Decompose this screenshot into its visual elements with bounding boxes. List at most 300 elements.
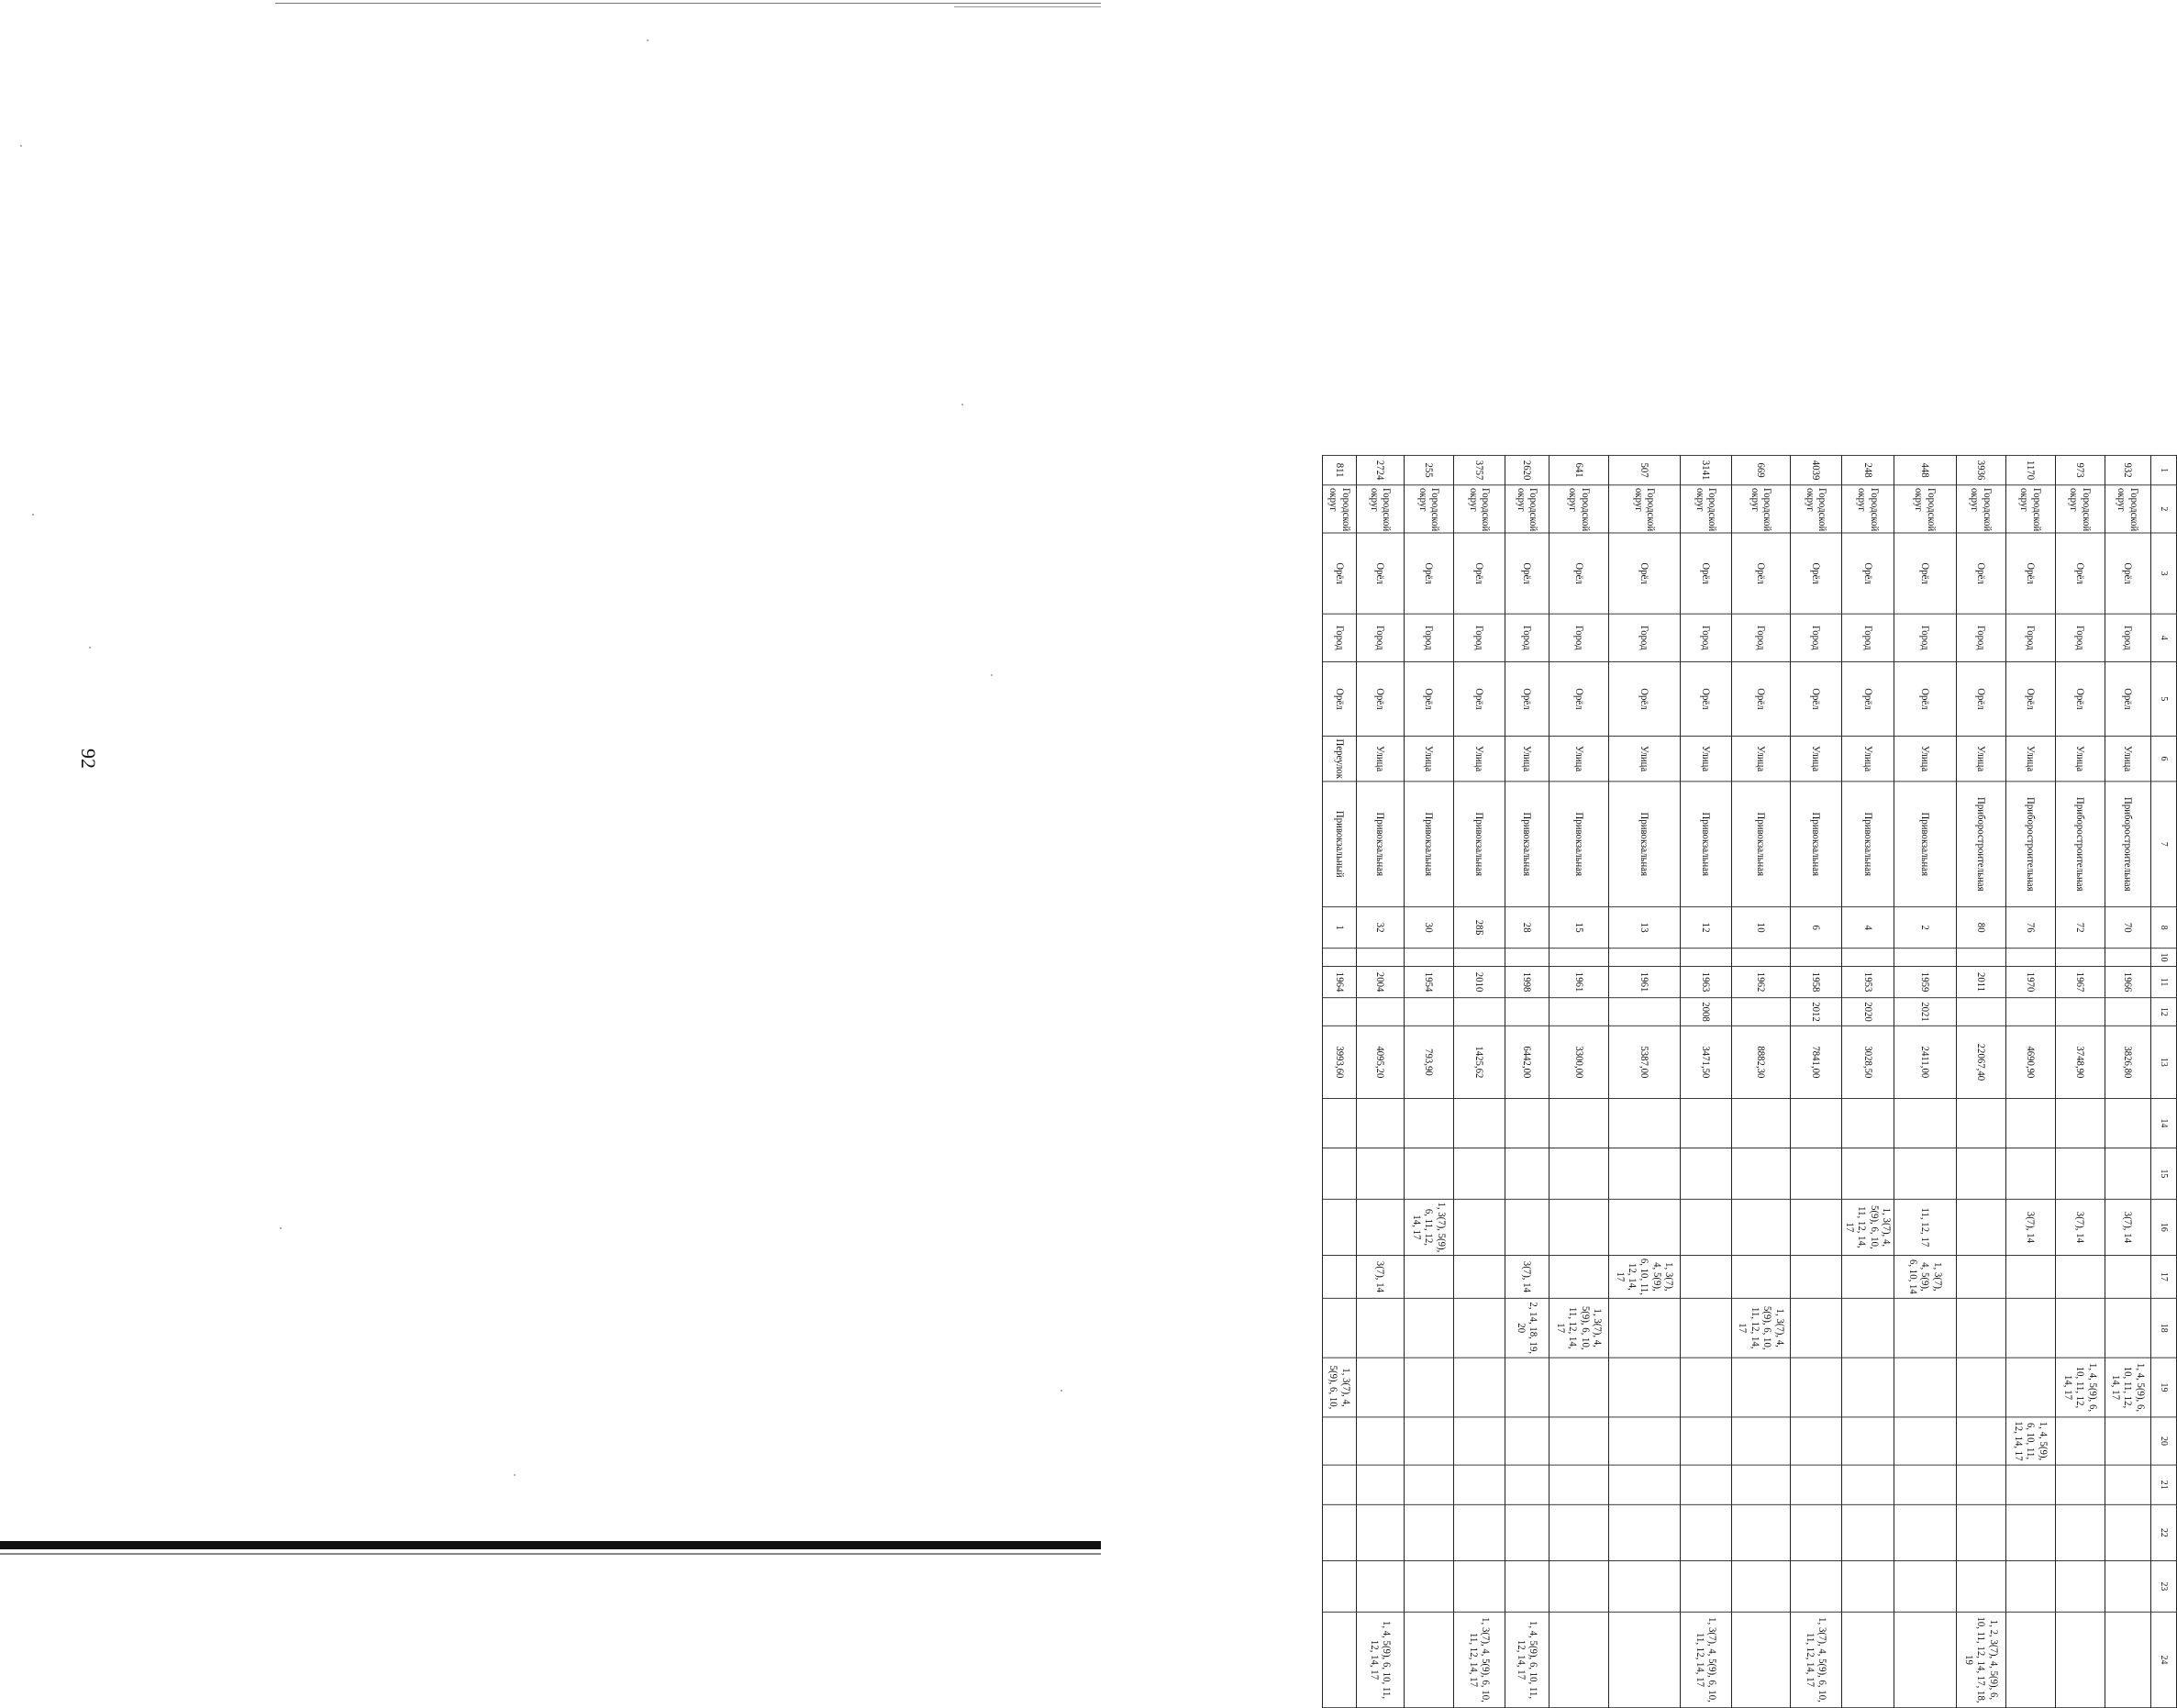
table-cell [2056, 1148, 2105, 1200]
table-cell [1842, 1465, 1894, 1504]
table-cell: Городской округ [1894, 485, 1957, 533]
table-cell [1957, 1199, 2006, 1255]
table-cell: Городской округ [1323, 485, 1357, 533]
table-cell [1791, 1298, 1842, 1358]
table-cell: Привокзальная [1681, 782, 1732, 907]
table-cell [1894, 1561, 1957, 1613]
table-cell: 8882,30 [1732, 1026, 1791, 1098]
table-cell: 70 [2105, 907, 2151, 948]
table-cell [1791, 1465, 1842, 1504]
table-cell: Орёл [1505, 533, 1549, 614]
table-cell: Город [1791, 614, 1842, 661]
table-cell [2105, 1465, 2151, 1504]
table-cell [1791, 1358, 1842, 1417]
table-cell: Улица [1842, 736, 1894, 782]
scan-speck [1061, 1390, 1062, 1392]
table-cell: 6 [1791, 907, 1842, 948]
table-row [2006, 455, 2056, 1707]
table-cell [2105, 1561, 2151, 1613]
table-cell [1505, 998, 1549, 1026]
table-cell: 3471,50 [1681, 1026, 1732, 1098]
table-cell [1505, 1358, 1549, 1417]
table-cell [1732, 1504, 1791, 1560]
table-cell: Орёл [1357, 661, 1405, 736]
column-number: 20 [2151, 1417, 2177, 1465]
table-cell: Городской округ [2056, 485, 2105, 533]
table-cell: Привокзальная [1842, 782, 1894, 907]
table-cell [1609, 1465, 1681, 1504]
table-cell: 1966 [2105, 967, 2151, 998]
table-cell [1732, 1256, 1791, 1299]
table-cell [1732, 1148, 1791, 1200]
table-cell: 1, 3(7), 4, 5(9), 6, 10, 11, 12, 14, 17 [1549, 1298, 1609, 1358]
table-cell: Улица [1732, 736, 1791, 782]
table-cell [1357, 1148, 1405, 1200]
column-number: 15 [2151, 1148, 2177, 1200]
table-cell [2105, 1298, 2151, 1358]
table-cell: 2021 [1894, 998, 1957, 1026]
table-cell: Орёл [1549, 661, 1609, 736]
table-cell [1357, 1417, 1405, 1465]
table-cell: Городской округ [1405, 485, 1454, 533]
table-cell [1791, 1417, 1842, 1465]
table-row [1957, 455, 2006, 1707]
table-cell: Улица [1505, 736, 1549, 782]
table-cell: 11, 12, 17 [1894, 1199, 1957, 1255]
table-cell [2056, 998, 2105, 1026]
table-cell: Орёл [1323, 533, 1357, 614]
table-cell [1842, 1612, 1894, 1707]
table-cell [1957, 1298, 2006, 1358]
column-number: 10 [2151, 948, 2177, 967]
table-cell: Приборостроительная [2105, 782, 2151, 907]
table-cell: 12 [1681, 907, 1732, 948]
table-cell: 1958 [1791, 967, 1842, 998]
column-number: 1 [2151, 455, 2177, 484]
table-cell [1505, 1561, 1549, 1613]
table-cell: Орёл [2056, 661, 2105, 736]
table-cell: Орёл [1454, 533, 1505, 614]
table-cell [1894, 1465, 1957, 1504]
table-cell: 1961 [1549, 967, 1609, 998]
table-cell [1957, 1504, 2006, 1560]
table-cell: Городской округ [1681, 485, 1732, 533]
table-cell: Улица [2056, 736, 2105, 782]
table-cell: Привокзальная [1732, 782, 1791, 907]
table-cell [1405, 1148, 1454, 1200]
table-cell: 1, 4, 5(9), 6, 10, 11, 12, 14, 17 [2056, 1358, 2105, 1417]
scan-speck [280, 1227, 282, 1229]
table-cell: Переулок [1323, 736, 1357, 782]
table-cell: 3141 [1681, 455, 1732, 484]
table-cell [1609, 1199, 1681, 1255]
table-cell: Орёл [1405, 661, 1454, 736]
table-cell [1894, 1099, 1957, 1148]
table-cell: Орёл [1894, 533, 1957, 614]
table-cell [1842, 1298, 1894, 1358]
table-cell [1791, 1256, 1842, 1299]
table-cell [1681, 1504, 1732, 1560]
table-cell: Городской округ [1549, 485, 1609, 533]
column-number-row [2151, 455, 2177, 1707]
table-cell [1405, 1358, 1454, 1417]
table-cell: 3(7), 14 [2056, 1199, 2105, 1255]
table-cell [2105, 1099, 2151, 1148]
table-cell: 1970 [2006, 967, 2056, 998]
table-cell: Орёл [1505, 661, 1549, 736]
table-cell [1894, 1504, 1957, 1560]
table-cell [1609, 1561, 1681, 1613]
table-cell [1549, 1256, 1609, 1299]
table-cell: 1959 [1894, 967, 1957, 998]
table-cell [1549, 1148, 1609, 1200]
table-cell: 2010 [1454, 967, 1505, 998]
table-cell [1957, 1148, 2006, 1200]
table-cell [1732, 1417, 1791, 1465]
table-cell: 1, 3(7), 4, 5(9), 6, 10, 11, 12, 14, 17 [1681, 1612, 1732, 1707]
table-cell [1357, 1465, 1405, 1504]
table-cell: Орёл [1681, 533, 1732, 614]
table-cell [1549, 1465, 1609, 1504]
table-cell [1957, 1256, 2006, 1299]
column-number: 19 [2151, 1358, 2177, 1417]
table-cell: 1998 [1505, 967, 1549, 998]
table-cell [1505, 1504, 1549, 1560]
table-cell: 30 [1405, 907, 1454, 948]
table-cell [1842, 1099, 1894, 1148]
table-cell: Городской округ [1505, 485, 1549, 533]
table-cell [1681, 1256, 1732, 1299]
table-cell [1549, 1504, 1609, 1560]
table-cell: 1 [1323, 907, 1357, 948]
table-cell [1609, 1298, 1681, 1358]
table-cell: Орёл [1791, 533, 1842, 614]
table-cell [1357, 1504, 1405, 1560]
table-cell [1405, 1417, 1454, 1465]
table-cell [1957, 1561, 2006, 1613]
table-cell: Привокзальная [1505, 782, 1549, 907]
table-cell [1681, 1298, 1732, 1358]
table-cell: Улица [1681, 736, 1732, 782]
table-cell [2056, 1561, 2105, 1613]
table-cell [1505, 948, 1549, 967]
table-cell: 2020 [1842, 998, 1894, 1026]
table-cell: 13 [1609, 907, 1681, 948]
column-number: 22 [2151, 1504, 2177, 1560]
table-cell [1357, 1199, 1405, 1255]
table-cell: 3936 [1957, 455, 2006, 484]
scan-speck [514, 1474, 516, 1476]
table-cell: 1170 [2006, 455, 2056, 484]
table-cell: 3(7), 14 [2105, 1199, 2151, 1255]
table-cell [1323, 1298, 1357, 1358]
table-cell [1357, 1099, 1405, 1148]
scan-speck [961, 404, 963, 405]
scan-speck [991, 674, 993, 676]
table-cell: 811 [1323, 455, 1357, 484]
table-cell: 1953 [1842, 967, 1894, 998]
table-cell: 1, 4, 5(9), 6, 10, 11, 12, 14, 17 [1505, 1612, 1549, 1707]
table-cell: Улица [1357, 736, 1405, 782]
table-body [1323, 455, 2177, 1707]
table-cell [2006, 1504, 2056, 1560]
table-cell: Улица [1957, 736, 2006, 782]
table-cell [2056, 1256, 2105, 1299]
table-cell: Орёл [2105, 661, 2151, 736]
table-cell [1405, 1612, 1454, 1707]
column-number: 5 [2151, 661, 2177, 736]
table-cell [1549, 1099, 1609, 1148]
table-cell: 3993,60 [1323, 1026, 1357, 1098]
table-cell [1681, 948, 1732, 967]
table-cell: Улица [1549, 736, 1609, 782]
table-row [1405, 455, 1454, 1707]
table-cell: Орёл [1609, 661, 1681, 736]
table-cell [1609, 1358, 1681, 1417]
table-cell [1791, 1199, 1842, 1255]
table-cell: Город [2006, 614, 2056, 661]
table-cell: 1962 [1732, 967, 1791, 998]
table-cell [1505, 1417, 1549, 1465]
table-cell: 1, 4, 5(9), 6, 10, 11, 12, 14, 17 [1357, 1612, 1405, 1707]
table-cell: 1954 [1405, 967, 1454, 998]
table-cell: 669 [1732, 455, 1791, 484]
table-cell: 3(7), 14 [2006, 1199, 2056, 1255]
page-number: 92 [77, 749, 100, 769]
table-row [1549, 455, 1609, 1707]
table-cell: 2411,00 [1894, 1026, 1957, 1098]
table-cell [1323, 998, 1357, 1026]
bottom-scan-bar [0, 1541, 1101, 1549]
table-cell: 76 [2006, 907, 2056, 948]
table-cell: 1, 3(7), 4, 5(9), 6, 10, [1323, 1358, 1357, 1417]
table-cell [2006, 1465, 2056, 1504]
table-cell: Город [1732, 614, 1791, 661]
table-cell [2056, 948, 2105, 967]
table-cell [1549, 1561, 1609, 1613]
table-cell: 3757 [1454, 455, 1505, 484]
table-cell [1957, 948, 2006, 967]
table-cell [2006, 948, 2056, 967]
table-row [1323, 455, 1357, 1707]
table-cell [1549, 998, 1609, 1026]
table-cell: Приборостроительная [2056, 782, 2105, 907]
table-cell: 2620 [1505, 455, 1549, 484]
column-number: 8 [2151, 907, 2177, 948]
table-cell [1791, 1099, 1842, 1148]
table-cell: 2 [1894, 907, 1957, 948]
table-cell: Орёл [1732, 533, 1791, 614]
table-cell: Орёл [1323, 661, 1357, 736]
table-cell: 255 [1405, 455, 1454, 484]
table-cell [1405, 1561, 1454, 1613]
table-cell: 15 [1549, 907, 1609, 948]
table-cell [1549, 1358, 1609, 1417]
table-cell: 932 [2105, 455, 2151, 484]
table-cell: 4 [1842, 907, 1894, 948]
table-cell: 6442,00 [1505, 1026, 1549, 1098]
table-cell [1609, 1504, 1681, 1560]
column-number: 4 [2151, 614, 2177, 661]
table-cell [1454, 1504, 1505, 1560]
table-cell: Городской округ [2006, 485, 2056, 533]
table-cell [1791, 1504, 1842, 1560]
table-cell: Городской округ [1791, 485, 1842, 533]
table-cell [1323, 948, 1357, 967]
table-cell: 2008 [1681, 998, 1732, 1026]
table-cell [1323, 1417, 1357, 1465]
table-cell [1732, 998, 1791, 1026]
column-number: 14 [2151, 1099, 2177, 1148]
table-cell [2105, 948, 2151, 967]
table-cell [1894, 1358, 1957, 1417]
table-cell [1681, 1148, 1732, 1200]
scan-speck [32, 514, 34, 516]
table-cell [1454, 1561, 1505, 1613]
table-cell: Город [1894, 614, 1957, 661]
table-cell [2006, 1298, 2056, 1358]
table-cell: Орёл [1732, 661, 1791, 736]
table-cell [1957, 1417, 2006, 1465]
scan-speck [89, 647, 91, 649]
table-cell: 1, 3(7), 4, 5(9), 6, 10, 14 [1894, 1256, 1957, 1299]
table-cell [1454, 1465, 1505, 1504]
table-cell [1842, 1358, 1894, 1417]
column-number: 17 [2151, 1256, 2177, 1299]
table-cell: 72 [2056, 907, 2105, 948]
column-number: 24 [2151, 1612, 2177, 1707]
table-cell: Орёл [2006, 661, 2056, 736]
table-cell: Орёл [1842, 533, 1894, 614]
table-cell [2006, 1099, 2056, 1148]
table-cell [1842, 1417, 1894, 1465]
table-cell: 4095,20 [1357, 1026, 1405, 1098]
table-cell [1791, 1148, 1842, 1200]
table-cell [1681, 1417, 1732, 1465]
table-cell [1323, 1561, 1357, 1613]
table-cell [2056, 1612, 2105, 1707]
table-cell [1505, 1099, 1549, 1148]
table-cell [2056, 1417, 2105, 1465]
table-cell: Улица [1454, 736, 1505, 782]
column-number: 16 [2151, 1199, 2177, 1255]
table-cell [1549, 948, 1609, 967]
table-cell [1894, 1148, 1957, 1200]
table-cell [1323, 1148, 1357, 1200]
table-cell: 3826,80 [2105, 1026, 2151, 1098]
table-row [1681, 455, 1732, 1707]
top-rule-secondary [954, 6, 1101, 7]
table-cell [1549, 1612, 1609, 1707]
table-cell: Орёл [1454, 661, 1505, 736]
table-cell: 1425,62 [1454, 1026, 1505, 1098]
table-cell [1842, 948, 1894, 967]
table-cell: Город [2056, 614, 2105, 661]
table-cell [1681, 1561, 1732, 1613]
table-cell [1357, 1298, 1405, 1358]
table-cell: 32 [1357, 907, 1405, 948]
table-cell: 2, 14, 18, 19, 20 [1505, 1298, 1549, 1358]
column-number: 7 [2151, 782, 2177, 907]
table-cell [2105, 1504, 2151, 1560]
table-cell: Улица [1609, 736, 1681, 782]
table-cell [2006, 1358, 2056, 1417]
table-cell: 248 [1842, 455, 1894, 484]
table-row [1894, 455, 1957, 1707]
table-cell [1732, 1099, 1791, 1148]
table-cell [1405, 1504, 1454, 1560]
table-cell: Орёл [1549, 533, 1609, 614]
table-cell [1681, 1358, 1732, 1417]
table-row [1454, 455, 1505, 1707]
table-cell [1357, 1561, 1405, 1613]
table-cell: Город [1681, 614, 1732, 661]
table-cell [1549, 1417, 1609, 1465]
table-cell [1454, 1199, 1505, 1255]
table-cell: 973 [2056, 455, 2105, 484]
table-cell [1842, 1561, 1894, 1613]
table-cell: Орёл [2056, 533, 2105, 614]
table-cell: Улица [1894, 736, 1957, 782]
table-cell: Городской округ [1454, 485, 1505, 533]
table-cell [1957, 998, 2006, 1026]
table-cell [1681, 1465, 1732, 1504]
table-cell: 1, 4, 5(9), 6, 10, 11, 12, 14, 17 [2105, 1358, 2151, 1417]
table-cell: 2004 [1357, 967, 1405, 998]
table-cell: 1967 [2056, 967, 2105, 998]
table-cell [1842, 1256, 1894, 1299]
table-cell [1609, 948, 1681, 967]
table-cell [1957, 1099, 2006, 1148]
table-cell [1957, 1358, 2006, 1417]
table-cell: Город [1842, 614, 1894, 661]
table-cell: Привокзальный [1323, 782, 1357, 907]
table-cell: 3(7), 14 [1357, 1256, 1405, 1299]
table-cell: Город [1957, 614, 2006, 661]
table-cell [1323, 1099, 1357, 1148]
table-cell [1323, 1199, 1357, 1255]
table-cell: Городской округ [1609, 485, 1681, 533]
table-cell: 1963 [1681, 967, 1732, 998]
table-cell: 1961 [1609, 967, 1681, 998]
table-cell: Привокзальная [1357, 782, 1405, 907]
table-cell: Орёл [1957, 533, 2006, 614]
table-row [1609, 455, 1681, 1707]
table-cell: 1, 3(7), 4, 5(9), 6, 10, 11, 12, 14, 17 [1732, 1298, 1791, 1358]
table-cell [1454, 1148, 1505, 1200]
table-cell [1549, 1199, 1609, 1255]
table-cell [1732, 1358, 1791, 1417]
table-cell: Орёл [2105, 533, 2151, 614]
table-cell [1323, 1256, 1357, 1299]
table-cell: Городской округ [1732, 485, 1791, 533]
table-cell: 28 [1505, 907, 1549, 948]
table-cell [1323, 1612, 1357, 1707]
column-number: 6 [2151, 736, 2177, 782]
table-cell: 448 [1894, 455, 1957, 484]
table-cell [1732, 1199, 1791, 1255]
table-cell: Орёл [1842, 661, 1894, 736]
table-cell: Орёл [1681, 661, 1732, 736]
table-cell: Город [1323, 614, 1357, 661]
table-cell [1609, 1612, 1681, 1707]
table-cell: 641 [1549, 455, 1609, 484]
table-cell: 3028,50 [1842, 1026, 1894, 1098]
table-cell: Орёл [1894, 661, 1957, 736]
table-cell [1454, 948, 1505, 967]
table-cell: Городской округ [1957, 485, 2006, 533]
table-cell: 1, 3(7), 4, 5(9), 6, 10, 11, 12, 14, 17 [1609, 1256, 1681, 1299]
